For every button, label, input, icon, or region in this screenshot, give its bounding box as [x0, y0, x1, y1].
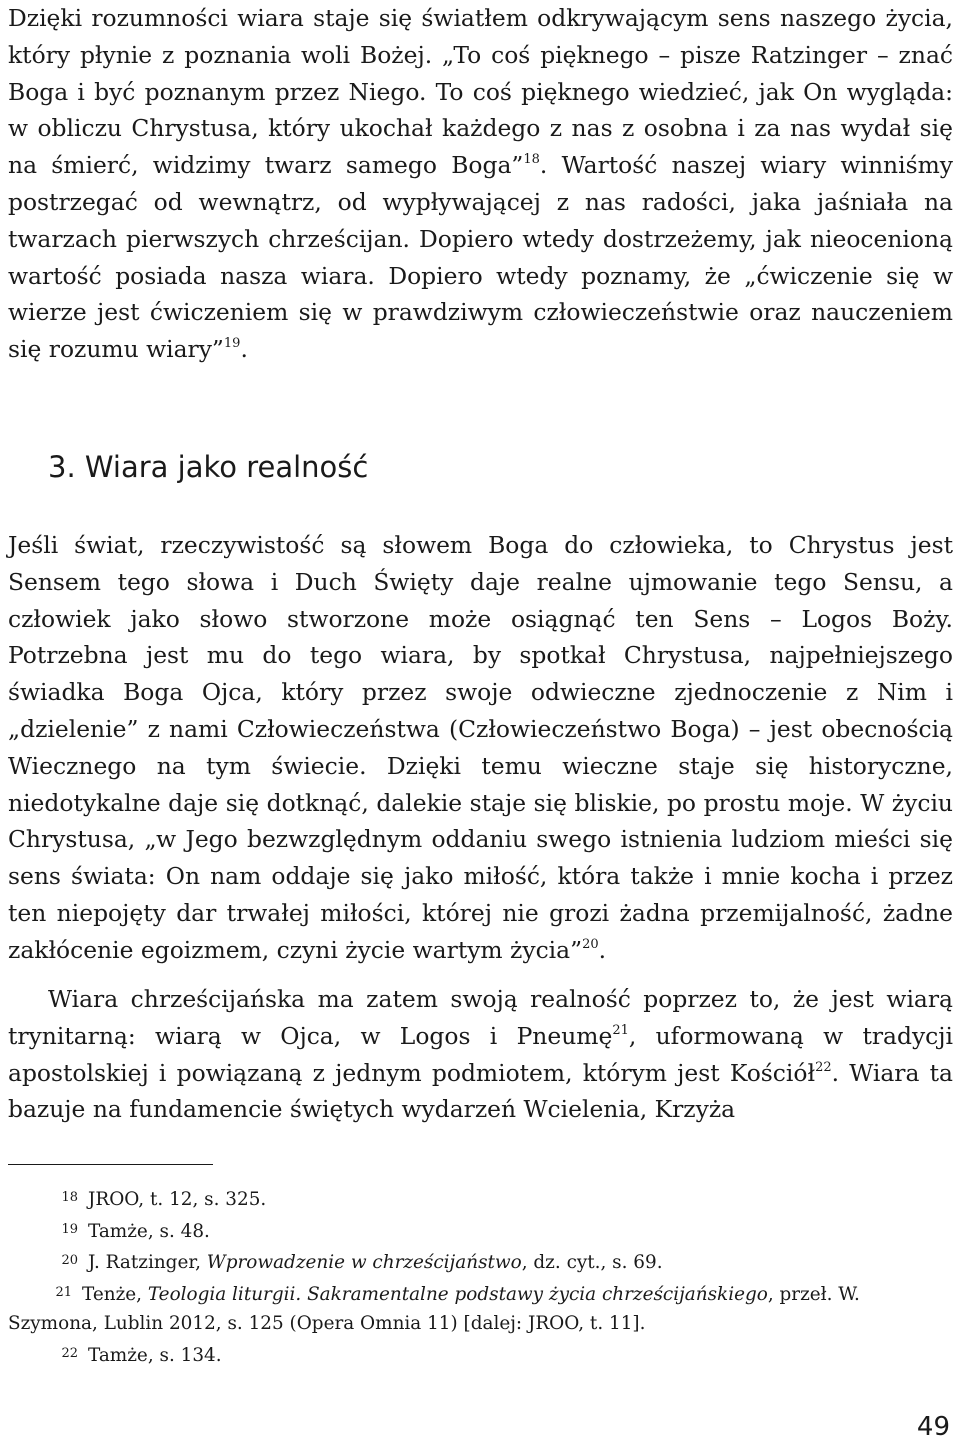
footnote — [8, 1215, 953, 1247]
footnote-text: , przeł. W. Szymona, Lublin 2012, s. 125 (Opera Omnia 11) [dalej: JROO, t. 11]. — [8, 1283, 860, 1335]
paragraph-text: Dzięki rozumności wiara staje się światłem odkrywającym sens naszego życia, który płynie z poznania woli Bożej. „To coś pięknego – pisze Ratzinger – znać Boga i być poznanym przez Niego. To coś pięknego wiedzieć, jak On wygląda: w obliczu Chrystusa, który ukochał każdego z nas z osobna i za nas wydał się na śmierć, widzimy twarz samego Boga” — [8, 4, 953, 180]
footnote — [8, 1339, 953, 1371]
paragraph-text: . — [240, 335, 248, 364]
footnote-text: Tenże, — [82, 1283, 148, 1305]
footnote — [8, 1246, 953, 1278]
footnotes — [8, 1183, 953, 1371]
body-paragraph-1 — [8, 0, 953, 368]
footnote-text: J. Ratzinger, — [88, 1252, 207, 1274]
footnote-number: 21 — [55, 1284, 72, 1300]
body-paragraph-2 — [8, 527, 953, 969]
paragraph-text: Wiara chrześcijańska ma zatem swoją realność poprzez to, że jest wiarą trynitarną: wiarą w Ojca, w Logos i Pneumę — [8, 985, 953, 1050]
footnote-text: Tamże, s. 134. — [88, 1344, 222, 1366]
footnote — [8, 1183, 953, 1215]
footnote-text: Tamże, s. 48. — [88, 1220, 210, 1242]
footnote-text: JROO, t. 12, s. 325. — [88, 1189, 267, 1210]
footnote-ref: 21 — [612, 1022, 629, 1038]
footnote-title: Teologia liturgii. Sakramentalne podstawy życia chrześcijańskiego — [147, 1283, 768, 1305]
paragraph-text: , uformowaną w tradycji apostolskiej i powiązaną z jednym podmiotem, którym jest Kościół — [8, 1021, 953, 1087]
paragraph-text: . — [598, 935, 607, 964]
footnote-ref: 22 — [815, 1059, 832, 1075]
footnote-separator — [8, 1164, 213, 1165]
body-paragraph-3 — [8, 981, 953, 1128]
footnote — [8, 1278, 953, 1339]
footnote-ref: 19 — [223, 336, 241, 352]
footnote-ref: 18 — [523, 152, 540, 168]
paragraph-text: . Wartość naszej wiary winniśmy postrzegać od wewnątrz, od wypływającej z nas radości, jaka jaśniała na twarzach pierwszych chrześcijan. Dopiero wtedy dostrzeżemy, jak nieocenioną wartość posiada nasza wiara. Dopiero wtedy poznamy, że „ćwiczenie się w wierze jest ćwiczeniem się w prawdziwym człowieczeństwie oraz nauczeniem się rozumu wiary” — [8, 151, 953, 364]
footnote-text: , dz. cyt., s. 69. — [521, 1252, 663, 1274]
footnote-ref: 20 — [582, 936, 599, 952]
page-number: 49 — [916, 1412, 950, 1442]
paragraph-text: . Wiara ta bazuje na fundamencie świętych wydarzeń Wcielenia, Krzyża — [8, 1058, 953, 1124]
footnote-number: 20 — [61, 1253, 78, 1269]
footnote-number: 22 — [61, 1345, 78, 1361]
paragraph-text: Jeśli świat, rzeczywistość są słowem Boga do człowieka, to Chrystus jest Sensem tego słowa i Duch Święty daje realne ujmowanie tego Sensu, a człowiek jako słowo stworzone może osiągnąć ten Sens – Logos Boży. Potrzebna jest mu do tego wiara, by spotkał Chrystusa, najpełniejszego świadka Boga Ojca, który przez swoje odwieczne zjednoczenie z Nim i „dzielenie” z nami Człowieczeństwa (Człowieczeństwo Boga) – jest obecnością Wiecznego na tym świecie. Dzięki temu wieczne staje się historyczne, niedotykalne daje się dotknąć, dalekie staje się bliskie, po prostu moje. W życiu Chrystusa, „w Jego bezwzględnym oddaniu swego istnienia ludziom mieści się sens świata: On nam oddaje się jako miłość, która także i mnie kocha i przez ten niepojęty dar trwałej miłości, której nie grozi żadna przemijalność, żadne zakłócenie egoizmem, czyni życie wartym życia” — [8, 531, 953, 964]
footnote-number: 19 — [61, 1221, 78, 1237]
footnote-title: Wprowadzenie w chrześcijaństwo — [206, 1252, 522, 1274]
section-heading: 3. Wiara jako realność — [48, 450, 369, 484]
footnote-number: 18 — [61, 1190, 78, 1205]
